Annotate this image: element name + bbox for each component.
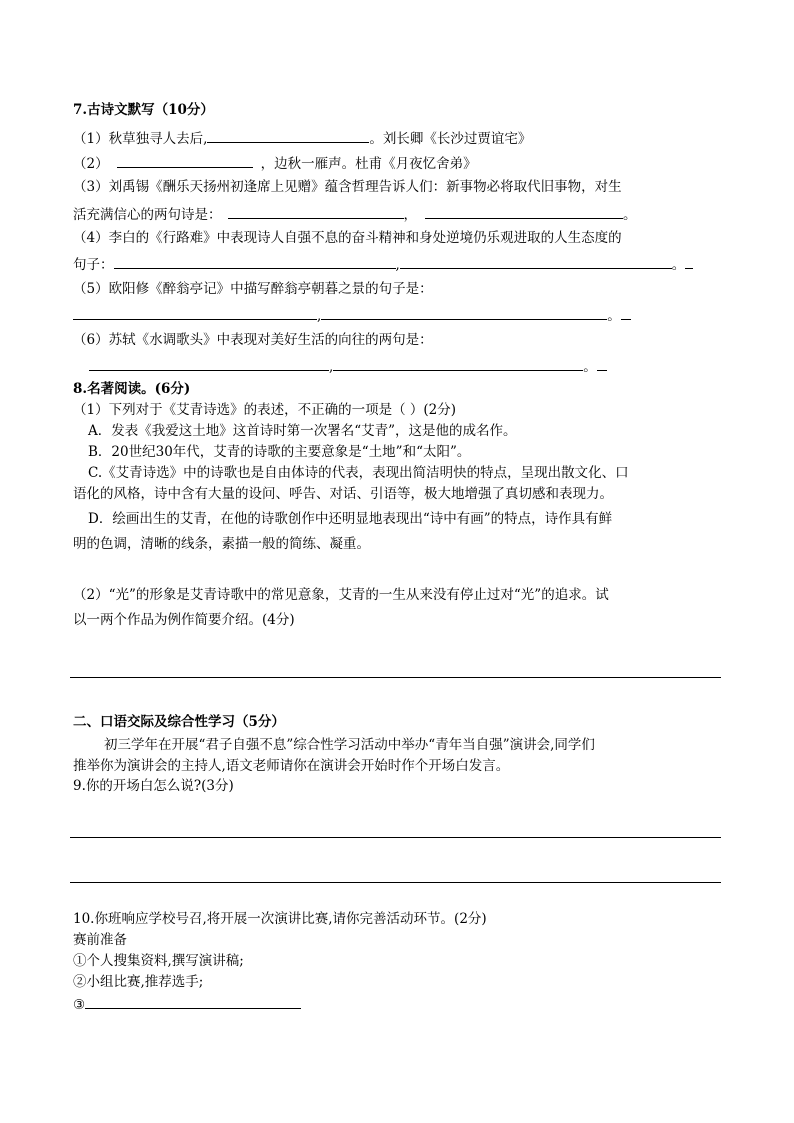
answer-blank[interactable] bbox=[321, 305, 607, 320]
section-2-intro-line-2: 推举你为演讲会的主持人,语文老师请你在演讲会开始时作个开场白发言。 bbox=[73, 758, 510, 774]
q8-option-c-line-1[interactable]: C.《艾青诗选》中的诗歌也是自由体诗的代表，表现出简洁明快的特点，呈现出散文化、口 bbox=[88, 465, 629, 481]
q7-item-6: （6）苏轼《水调歌头》中表现对美好生活的向往的两句是： bbox=[73, 332, 433, 348]
answer-blank[interactable] bbox=[117, 153, 253, 168]
q7-item-5-answer: , 。 bbox=[73, 305, 631, 325]
answer-blank[interactable] bbox=[333, 356, 583, 371]
q7-item-6-answer: , 。 bbox=[73, 356, 607, 376]
section-2-title: 二、口语交际及综合性学习（5分） bbox=[73, 714, 285, 730]
q8-part-2-line-1: （2）“光”的形象是艾青诗歌中的常见意象，艾青的一生从来没有停止过对“光”的追求。试 bbox=[73, 587, 609, 603]
q8-option-b[interactable]: B．20世纪30年代，艾青的诗歌的主要意象是“土地”和“太阳”。 bbox=[88, 444, 471, 460]
answer-blank[interactable] bbox=[400, 254, 672, 269]
q7-item-4-line-2: 句子： , 。 bbox=[73, 254, 693, 274]
q8-option-c-line-2: 语化的风格，诗中含有大量的设问、呼告、对话、引语等，极大地增强了真切感和表现力。 bbox=[73, 486, 613, 502]
answer-blank[interactable] bbox=[85, 994, 301, 1009]
answer-blank[interactable] bbox=[73, 305, 317, 320]
q10-prep-heading: 赛前准备 bbox=[73, 932, 127, 948]
answer-blank[interactable] bbox=[425, 204, 623, 219]
q8-part-2-line-2: 以一两个作品为例作简要介绍。(4分) bbox=[73, 612, 295, 628]
answer-blank[interactable] bbox=[89, 356, 329, 371]
q7-item-3-line-1: （3）刘禹锡《酬乐天扬州初逢席上见赠》蕴含哲理告诉人们：新事物必将取代旧事物，对生 bbox=[73, 179, 622, 195]
answer-line[interactable] bbox=[70, 882, 721, 883]
question-9: 9.你的开场白怎么说?(3分) bbox=[73, 778, 234, 794]
q7-item-1: （1）秋草独寻人去后, 。刘长卿《长沙过贾谊宅》 bbox=[73, 128, 531, 148]
q8-option-a[interactable]: A．发表《我爱这土地》这首诗时第一次署名“艾青”，这是他的成名作。 bbox=[88, 423, 517, 439]
section-2-intro-line-1: 初三学年在开展“君子自强不息”综合性学习活动中举办“青年当自强”演讲会,同学们 bbox=[104, 737, 595, 753]
q10-step-1: ①个人搜集资料,撰写演讲稿; bbox=[73, 953, 244, 969]
q7-item-3-line-2: 活充满信心的两句诗是： ， 。 bbox=[73, 204, 637, 224]
q7-item-4-line-1: （4）李白的《行路难》中表现诗人自强不息的奋斗精神和身处逆境仍乐观进取的人生态度的 bbox=[73, 230, 622, 246]
q7-item-5: （5）欧阳修《醉翁亭记》中描写醉翁亭朝暮之景的句子是： bbox=[73, 281, 433, 297]
answer-blank[interactable] bbox=[114, 254, 396, 269]
answer-blank[interactable] bbox=[228, 204, 404, 219]
q10-step-2: ②小组比赛,推荐选手; bbox=[73, 974, 204, 990]
q7-item-2: （2） ，边秋一雁声。杜甫《月夜忆舍弟》 bbox=[73, 153, 477, 173]
q8-option-d-line-1[interactable]: D．绘画出生的艾青，在他的诗歌创作中还明显地表现出“诗中有画”的特点，诗作具有鲜 bbox=[88, 511, 613, 527]
question-7-title: 7.古诗文默写（10分） bbox=[73, 102, 214, 118]
question-10: 10.你班响应学校号召,将开展一次演讲比赛,请你完善活动环节。(2分) bbox=[73, 911, 487, 927]
answer-line[interactable] bbox=[70, 677, 721, 678]
q8-option-d-line-2: 明的色调，清晰的线条，素描一般的简练、凝重。 bbox=[73, 536, 370, 552]
q8-part-1-stem: （1）下列对于《艾青诗选》的表述，不正确的一项是（ ）(2分) bbox=[73, 402, 457, 418]
answer-blank[interactable] bbox=[207, 128, 369, 143]
answer-line[interactable] bbox=[70, 837, 721, 838]
question-8-title: 8.名著阅读。(6分) bbox=[73, 381, 191, 397]
q10-step-3: ③ bbox=[73, 994, 301, 1014]
